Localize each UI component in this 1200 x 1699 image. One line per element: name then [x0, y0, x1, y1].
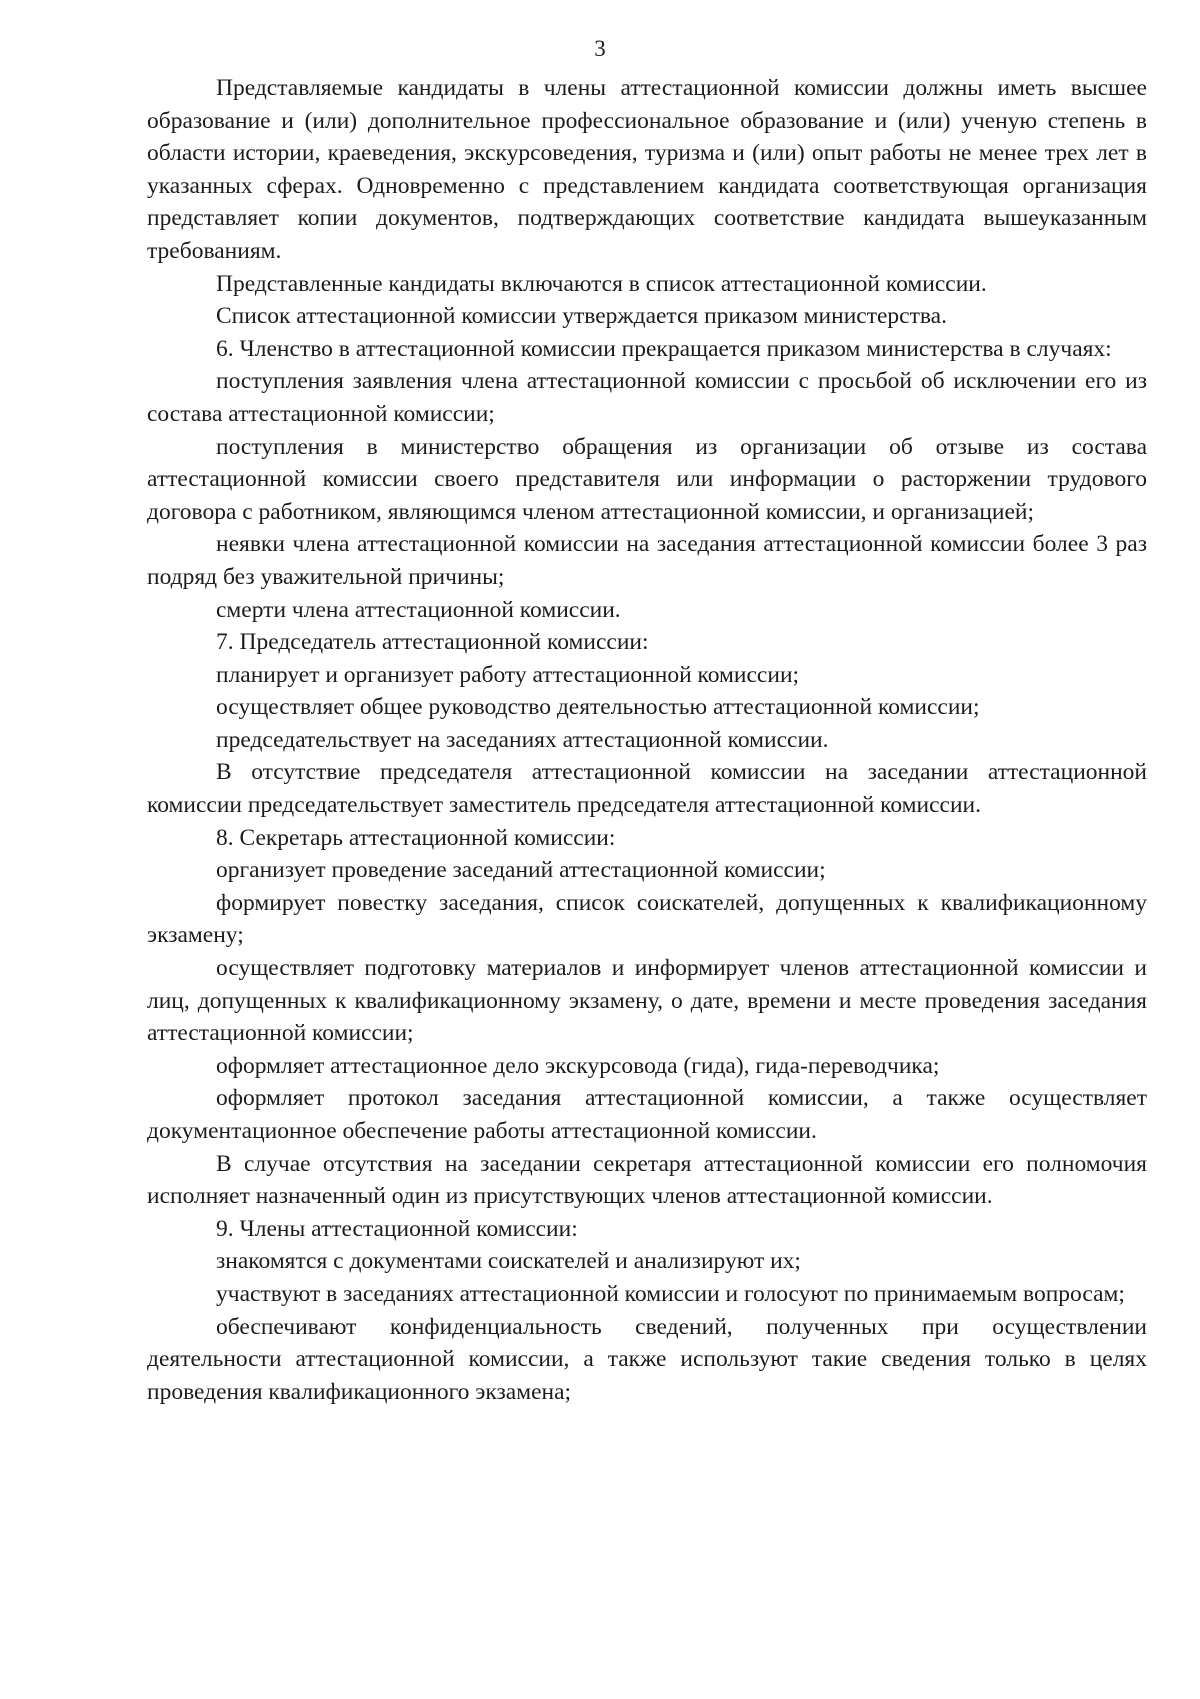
clause-6-item-organization-request: поступления в министерство обращения из организации об отзыве из состава аттестационной комиссии своего представителя или информации о расторжении трудового договора с работником, являющимся членом аттестационной комиссии, и организацией; [147, 433, 1147, 525]
paragraph-list-approval: Список аттестационной комиссии утверждается приказом министерства. [216, 303, 947, 330]
clause-7-item-management: осуществляет общее руководство деятельностью аттестационной комиссии; [216, 694, 980, 721]
clause-7-deputy: В отсутствие председателя аттестационной комиссии на заседании аттестационной комиссии председательствует заместитель председателя аттестационной комиссии. [147, 759, 1147, 819]
clause-8-item-protocol: оформляет протокол заседания аттестационной комиссии, а также осуществляет документационное обеспечение работы аттестационной комиссии. [147, 1085, 1147, 1144]
document-body [147, 72, 1147, 1408]
clause-9-heading: 9. Члены аттестационной комиссии: [216, 1215, 578, 1242]
clause-9-item-confidentiality: обеспечивают конфиденциальность сведений, полученных при осуществлении деятельности аттестационной комиссии, а также используют такие сведения только в целях проведения квалификационного экзамена; [147, 1313, 1147, 1405]
paragraph-candidate-requirements: Представляемые кандидаты в члены аттестационной комиссии должны иметь высшее образование и (или) дополнительное профессиональное образование и (или) ученую степень в области истории, краеведения, экскурсоведения, туризма и (или) опыт работы не менее трех лет в указанных сферах. Одновременно с представлением кандидата соответствующая организация представляет копии документов, подтверждающих соответствие кандидата вышеуказанным требованиям. [147, 75, 1147, 264]
page-number: 3 [594, 36, 606, 61]
clause-8-heading: 8. Секретарь аттестационной комиссии: [216, 824, 616, 851]
clause-6-item-death: смерти члена аттестационной комиссии. [216, 596, 621, 623]
clause-6-item-absence: неявки члена аттестационной комиссии на заседания аттестационной комиссии более 3 раз подряд без уважительной причины; [147, 531, 1147, 590]
clause-7-item-presides: председательствует на заседаниях аттестационной комиссии. [216, 726, 829, 753]
clause-8-item-organizes: организует проведение заседаний аттестационной комиссии; [216, 857, 826, 884]
clause-9-item-vote: участвуют в заседаниях аттестационной комиссии и голосуют по принимаемым вопросам; [216, 1280, 1125, 1307]
clause-6-heading: 6. Членство в аттестационной комиссии прекращается приказом министерства в случаях: [216, 335, 1112, 362]
clause-7-item-plans: планирует и организует работу аттестационной комиссии; [216, 661, 800, 688]
clause-8-item-materials: осуществляет подготовку материалов и информирует членов аттестационной комиссии и лиц, допущенных к квалификационному экзамену, о дате, времени и месте проведения заседания аттестационной комиссии; [147, 955, 1147, 1047]
clause-8-item-case-file: оформляет аттестационное дело экскурсовода (гида), гида-переводчика; [216, 1052, 940, 1079]
clause-8-item-agenda: формирует повестку заседания, список соискателей, допущенных к квалификационному экзамену; [147, 889, 1147, 949]
clause-8-substitute: В случае отсутствия на заседании секретаря аттестационной комиссии его полномочия исполняет назначенный один из присутствующих членов аттестационной комиссии. [147, 1150, 1147, 1210]
clause-9-item-review: знакомятся с документами соискателей и анализируют их; [216, 1248, 801, 1275]
paragraph-candidates-included: Представленные кандидаты включаются в список аттестационной комиссии. [216, 270, 987, 297]
clause-6-item-application: поступления заявления члена аттестационной комиссии с просьбой об исключении его из состава аттестационной комиссии; [147, 368, 1147, 427]
clause-7-heading: 7. Председатель аттестационной комиссии: [216, 629, 649, 656]
